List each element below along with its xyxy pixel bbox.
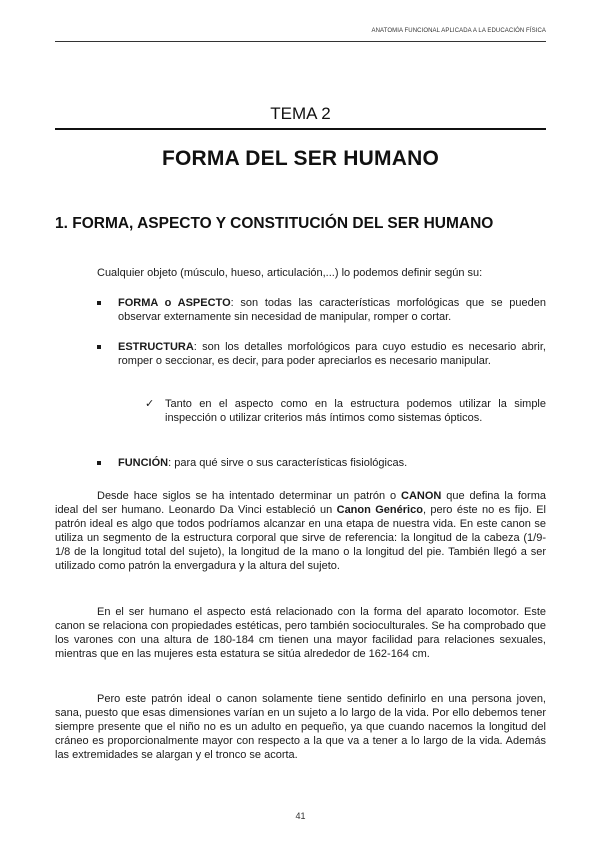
check-note [145, 397, 546, 425]
bullet-text [118, 340, 546, 368]
running-header: ANATOMIA FUNCIONAL APLICADA A LA EDUCACIÓN FÍSICA [371, 28, 546, 34]
bullet-text [118, 456, 546, 470]
square-bullet-icon [97, 461, 101, 465]
bullet-term: FUNCIÓN [118, 457, 169, 469]
section-heading: 1. FORMA, ASPECTO Y CONSTITUCIÓN DEL SER HUMANO [55, 215, 494, 232]
bullet-item-estructura [97, 340, 546, 368]
bullet-description: : son los detalles morfológicos para cuyo estudio es necesario abrir, romper o seccionar, es decir, para poder apreciarlos es necesario manipular. [118, 341, 546, 367]
bullet-text [118, 296, 546, 324]
paragraph-text: , pero éste no es fijo. El patrón ideal es algo que todos podríamos alcanzar en una etapa de nuestra vida. En este canon se utiliza un segmento de la estructura corporal que sirve de referencia: la longitud de la cabeza (1/9-1/8 de la longitud total del sujeto), la longitud de la mano o la longitud del pie. También llegó a ser utilizado como patrón la envergadura y la altura del sujeto. [55, 504, 546, 572]
bullet-item-forma [97, 296, 546, 324]
bullet-term: FORMA o ASPECTO [118, 297, 231, 309]
bullet-description: : para qué sirve o sus características fisiológicas. [168, 457, 408, 469]
paragraph-aspecto [55, 605, 546, 661]
bullet-item-funcion [97, 456, 546, 470]
check-note-text: Tanto en el aspecto como en la estructura podemos utilizar la simple inspección o utilizar criterios más íntimos como sistemas ópticos. [165, 398, 546, 424]
emphasis-canon: CANON [401, 490, 442, 502]
chapter-rule [55, 128, 546, 130]
square-bullet-icon [97, 301, 101, 305]
paragraph-text: En el ser humano el aspecto está relacionado con la forma del aparato locomotor. Este canon se relaciona con propiedades estéticas, pero también socioculturales. Se ha comprobado que los varones con una altura de 180-184 cm tienen una mayor facilidad para relaciones sexuales, mientras que en las mujeres esta estatura se sitúa alrededor de 162-164 cm. [55, 606, 546, 660]
paragraph-patron [55, 692, 546, 762]
bullet-term: ESTRUCTURA [118, 341, 194, 353]
checkmark-icon: ✓ [145, 398, 155, 410]
chapter-label: TEMA 2 [270, 104, 331, 123]
paragraph-text: Pero este patrón ideal o canon solamente tiene sentido definirlo en una persona joven, sana, puesto que esas dimensiones varían en un sujeto a lo largo de la vida. Por ello debemos tener siempre presente que el niño no es un adulto en pequeño, ya que cuando nacemos la longitud del cráneo es proporcionalmente mayor con respecto a la que va a tener a lo largo de la vida. Además las extremidades se alargan y el tronco se acorta. [55, 693, 546, 761]
bullet-description: : son todas las características morfológicas que se pueden observar externamente sin necesidad de manipular, romper o cortar. [118, 297, 546, 323]
header-rule [55, 41, 546, 42]
paragraph-canon [55, 489, 546, 573]
page-number: 41 [295, 811, 306, 821]
paragraph-text: que defina la forma ideal del ser humano. Leonardo Da Vinci estableció un [55, 490, 546, 516]
intro-paragraph: Cualquier objeto (músculo, hueso, articulación,...) lo podemos definir según su: [97, 267, 483, 279]
emphasis-canon-generico: Canon Genérico [336, 504, 423, 516]
square-bullet-icon [97, 345, 101, 349]
paragraph-text: Desde hace siglos se ha intentado determinar un patrón o [97, 490, 402, 502]
page-title: FORMA DEL SER HUMANO [162, 147, 439, 170]
